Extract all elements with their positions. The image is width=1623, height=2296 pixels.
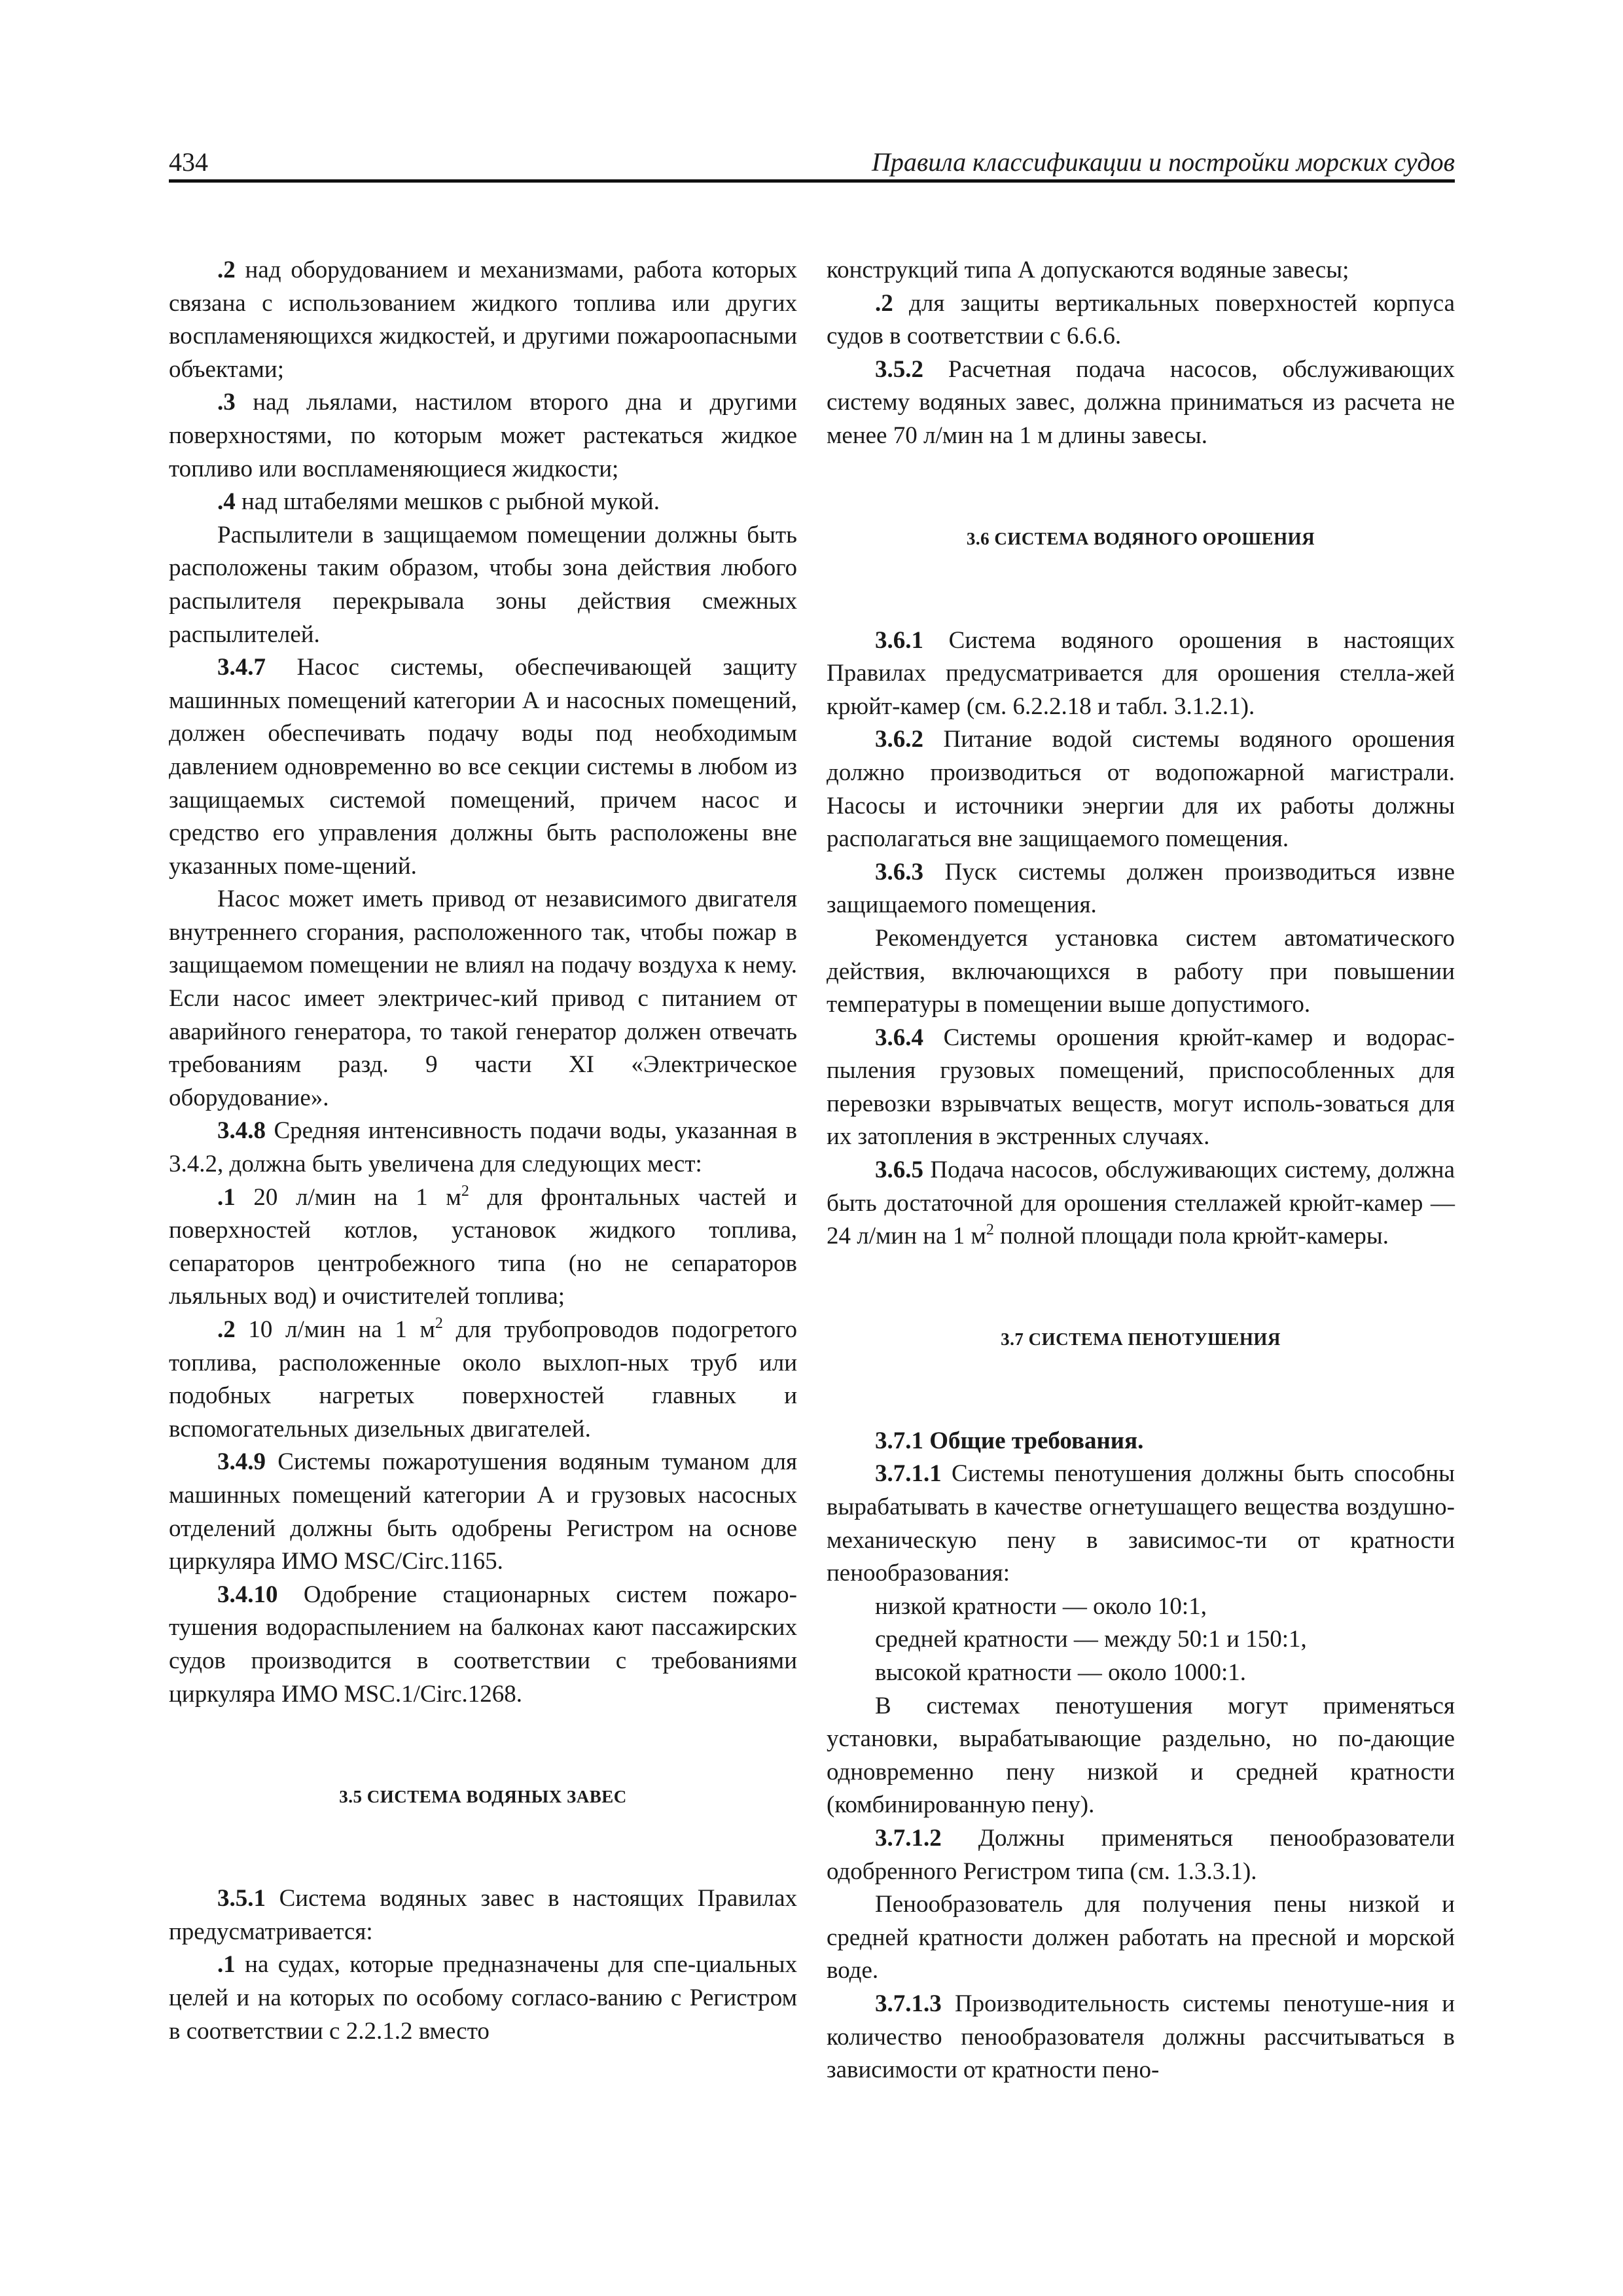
section-heading-3-7: 3.7 СИСТЕМА ПЕНОТУШЕНИЯ bbox=[1001, 1329, 1281, 1349]
paragraph: .3 над льялами, настилом второго дна и другими поверхностями, по которым может растекаться жидкое топливо или воспламеняющиеся жидкости; bbox=[169, 389, 797, 482]
section-heading-3-6: 3.6 СИСТЕМА ВОДЯНОГО ОРОШЕНИЯ bbox=[966, 528, 1315, 548]
paragraph: 3.6.3 Пуск системы должен производиться извне защищаемого помещения. bbox=[827, 858, 1455, 919]
paragraph: 3.6.1 Система водяного орошения в настоящих Правилах предусматривается для орошения стелла-жей крюйт-камер (см. 6.2.2.18 и табл. 3.1.2.1). bbox=[827, 626, 1455, 720]
paragraph: 3.7.1.1 Системы пенотушения должны быть способны вырабатывать в качестве огнетушащего вещества воздушно-механическую пену в зависимос-ти от кратности пенообразования: bbox=[827, 1460, 1455, 1587]
paragraph: 3.4.7 Насос системы, обеспечивающей защиту машинных помещений категории А и насосных помещений, должен обеспечивать подачу воды под необходимым давлением одновременно во все секции системы в любом из защищаемых системой помещений, причем насос и средство его управления должны быть расположены вне указанных поме-щений. bbox=[169, 654, 797, 880]
paragraph: Рекомендуется установка систем автоматического действия, включающихся в работу при повышении температуры в помещении выше допустимого. bbox=[827, 924, 1455, 1018]
page-header bbox=[169, 143, 1455, 183]
paragraph: 3.7.1.2 Должны применяться пенообразователи одобренного Регистром типа (см. 1.3.3.1). bbox=[827, 1824, 1455, 1885]
paragraph: .1 20 л/мин на 1 $м^2$ для фронтальных частей и поверхностей котлов, установок жидкого топлива, сепараторов центробежного типа (но не сепараторов льяльных вод) и очистителей топлива; bbox=[169, 1182, 797, 1310]
list-item: высокой кратности — около 1000:1. bbox=[875, 1659, 1246, 1686]
paragraph: Пенообразователь для получения пены низкой и средней кратности должен работать на пресной и морской воде. bbox=[827, 1891, 1455, 1984]
paragraph: 3.5.1 Система водяных завес в настоящих Правилах предусматривается: bbox=[169, 1885, 797, 1945]
section-heading-3-5: 3.5 СИСТЕМА ВОДЯНЫХ ЗАВЕС bbox=[339, 1787, 627, 1807]
paragraph: .1 на судах, которые предназначены для спе-циальных целей и на которых по особому согласо-ванию с Регистром в соответствии с 2.2.1.2 вместо bbox=[169, 1951, 797, 2045]
paragraph: конструкций типа А допускаются водяные завесы; bbox=[827, 257, 1349, 283]
right-column bbox=[827, 254, 1455, 2087]
paragraph: .4 над штабелями мешков с рыбной мукой. bbox=[217, 488, 660, 516]
page-number: 434 bbox=[169, 147, 208, 177]
left-column bbox=[169, 254, 797, 2048]
paragraph: 3.6.4 Системы орошения крюйт-камер и водорас-пыления грузовых помещений, приспособленных для перевозки взрывчатых веществ, могут исполь-зоваться для их затопления в экстренных случаях. bbox=[827, 1024, 1455, 1151]
paragraph: .2 10 л/мин на 1 $м^2$ для трубопроводов подогретого топлива, расположенные около выхлоп-ных труб или подобных нагретых поверхностей главных и вспомогательных дизельных двигателей. bbox=[169, 1315, 797, 1443]
list-item: средней кратности — между 50:1 и 150:1, bbox=[875, 1626, 1307, 1653]
paragraph: 3.4.9 Системы пожаротушения водяным туманом для машинных помещений категории А и грузовых насосных отделений должны быть одобрены Регистром на основе циркуляра ИМО MSC/Circ.1165. bbox=[169, 1448, 797, 1575]
paragraph: 3.4.10 Одобрение стационарных систем пожаро-тушения водораспылением на балконах кают пассажирских судов производится в соответствии с требованиями циркуляра ИМО MSC.1/Circ.1268. bbox=[169, 1581, 797, 1708]
paragraph: В системах пенотушения могут применяться установки, вырабатывающие раздельно, но по-дающие одновременно пену низкой и средней кратности (комбинированную пену). bbox=[827, 1692, 1455, 1819]
running-title: Правила классификации и постройки морских судов bbox=[871, 147, 1455, 177]
paragraph: Распылители в защищаемом помещении должны быть расположены таким образом, чтобы зона действия любого распылителя перекрывала зоны действия смежных распылителей. bbox=[169, 521, 797, 648]
paragraph: 3.7.1.3 Производительность системы пенотуше-ния и количество пенообразователя должны рассчитываться в зависимости от кратности пено- bbox=[827, 1990, 1455, 2084]
list-item: низкой кратности — около 10:1, bbox=[875, 1592, 1207, 1620]
paragraph: 3.4.8 Средняя интенсивность подачи воды, указанная в 3.4.2, должна быть увеличена для следующих мест: bbox=[169, 1117, 797, 1178]
paragraph: 3.5.2 Расчетная подача насосов, обслуживающих систему водяных завес, должна приниматься из расчета не менее 70 л/мин на 1 м длины завесы. bbox=[827, 355, 1455, 449]
paragraph: 3.6.2 Питание водой системы водяного орошения должно производиться от водопожарной магистрали. Насосы и источники энергии для их работы должны располагаться вне защищаемого помещения. bbox=[827, 726, 1455, 853]
paragraph: .2 для защиты вертикальных поверхностей корпуса судов в соответствии с 6.6.6. bbox=[827, 289, 1455, 350]
paragraph: .2 над оборудованием и механизмами, работа которых связана с использованием жидкого топлива или других воспламеняющихся жидкостей, и другими пожароопасными объектами; bbox=[169, 257, 797, 383]
paragraph: 3.6.5 Подача насосов, обслуживающих систему, должна быть достаточной для орошения стеллажей крюйт-камер — 24 л/мин на 1 $м^2$ полной площади пола крюйт-камеры. bbox=[827, 1157, 1455, 1250]
paragraph: Насос может иметь привод от независимого двигателя внутреннего сгорания, расположенного так, чтобы пожар в защищаемом помещении не влиял на подачу воздуха к нему. Если насос имеет электричес-кий привод с питанием от аварийного генератора, то такой генератор должен отвечать требованиям разд. 9 части XI «Электрическое оборудование». bbox=[169, 886, 797, 1111]
subsection-heading: 3.7.1 Общие требования. bbox=[875, 1427, 1144, 1454]
